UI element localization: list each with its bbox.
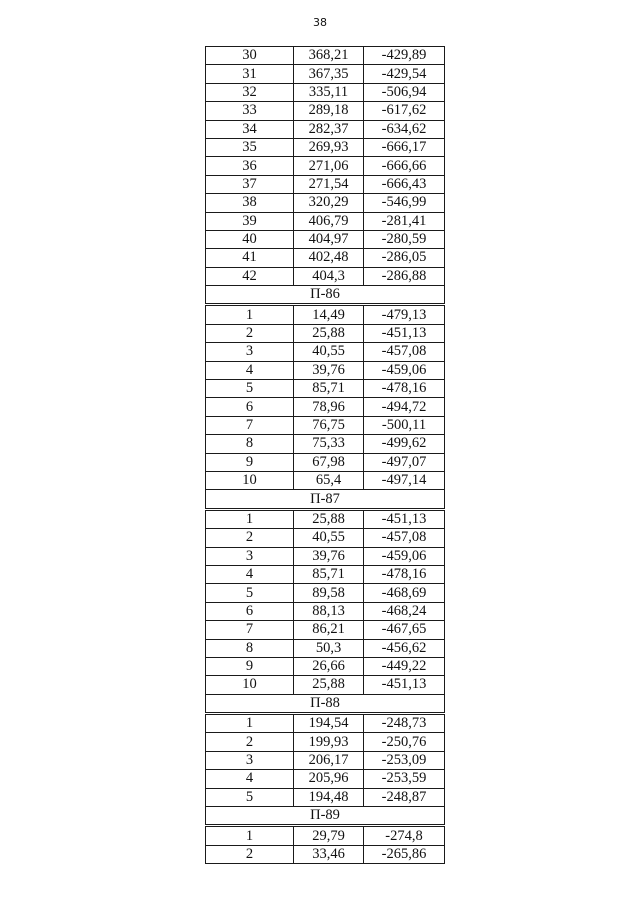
x-coordinate-cell: 76,75 xyxy=(294,416,364,434)
x-coordinate-cell: 404,97 xyxy=(294,230,364,248)
table-row xyxy=(206,845,445,863)
table-row xyxy=(206,138,445,156)
y-coordinate-cell: -500,11 xyxy=(364,416,445,434)
table-row xyxy=(206,398,445,416)
point-number-cell: 2 xyxy=(206,529,294,547)
y-coordinate-cell: -497,14 xyxy=(364,471,445,489)
table-row xyxy=(206,102,445,120)
point-number-cell: 8 xyxy=(206,639,294,657)
table-row xyxy=(206,751,445,769)
table-row xyxy=(206,602,445,620)
table-row xyxy=(206,733,445,751)
y-coordinate-cell: -546,99 xyxy=(364,194,445,212)
x-coordinate-cell: 199,93 xyxy=(294,733,364,751)
table-row xyxy=(206,639,445,657)
y-coordinate-cell: -497,07 xyxy=(364,453,445,471)
section-header-row xyxy=(206,286,445,305)
point-number-cell: 4 xyxy=(206,565,294,583)
point-number-cell: 8 xyxy=(206,435,294,453)
table-row xyxy=(206,471,445,489)
section-header: П-86 xyxy=(206,286,445,305)
x-coordinate-cell: 402,48 xyxy=(294,249,364,267)
x-coordinate-cell: 368,21 xyxy=(294,47,364,65)
table-row xyxy=(206,230,445,248)
table-row xyxy=(206,175,445,193)
x-coordinate-cell: 65,4 xyxy=(294,471,364,489)
y-coordinate-cell: -666,66 xyxy=(364,157,445,175)
point-number-cell: 3 xyxy=(206,751,294,769)
point-number-cell: 1 xyxy=(206,714,294,733)
point-number-cell: 33 xyxy=(206,102,294,120)
point-number-cell: 6 xyxy=(206,398,294,416)
point-number-cell: 1 xyxy=(206,509,294,528)
x-coordinate-cell: 25,88 xyxy=(294,324,364,342)
x-coordinate-cell: 85,71 xyxy=(294,380,364,398)
y-coordinate-cell: -457,08 xyxy=(364,529,445,547)
point-number-cell: 42 xyxy=(206,267,294,285)
table-row xyxy=(206,212,445,230)
point-number-cell: 30 xyxy=(206,47,294,65)
x-coordinate-cell: 29,79 xyxy=(294,826,364,845)
point-number-cell: 36 xyxy=(206,157,294,175)
point-number-cell: 1 xyxy=(206,305,294,324)
x-coordinate-cell: 271,06 xyxy=(294,157,364,175)
x-coordinate-cell: 50,3 xyxy=(294,639,364,657)
y-coordinate-cell: -468,69 xyxy=(364,584,445,602)
point-number-cell: 10 xyxy=(206,676,294,694)
y-coordinate-cell: -459,06 xyxy=(364,361,445,379)
table-row xyxy=(206,453,445,471)
table-row xyxy=(206,416,445,434)
x-coordinate-cell: 25,88 xyxy=(294,509,364,528)
table-row xyxy=(206,584,445,602)
y-coordinate-cell: -478,16 xyxy=(364,565,445,583)
point-number-cell: 5 xyxy=(206,380,294,398)
point-number-cell: 40 xyxy=(206,230,294,248)
y-coordinate-cell: -250,76 xyxy=(364,733,445,751)
table-row xyxy=(206,324,445,342)
point-number-cell: 7 xyxy=(206,416,294,434)
x-coordinate-cell: 194,48 xyxy=(294,788,364,806)
y-coordinate-cell: -449,22 xyxy=(364,657,445,675)
y-coordinate-cell: -274,8 xyxy=(364,826,445,845)
y-coordinate-cell: -478,16 xyxy=(364,380,445,398)
point-number-cell: 38 xyxy=(206,194,294,212)
coordinates-table xyxy=(205,46,445,864)
point-number-cell: 10 xyxy=(206,471,294,489)
y-coordinate-cell: -253,59 xyxy=(364,770,445,788)
x-coordinate-cell: 85,71 xyxy=(294,565,364,583)
x-coordinate-cell: 269,93 xyxy=(294,138,364,156)
table-row xyxy=(206,826,445,845)
x-coordinate-cell: 206,17 xyxy=(294,751,364,769)
table-row xyxy=(206,714,445,733)
x-coordinate-cell: 40,55 xyxy=(294,529,364,547)
x-coordinate-cell: 335,11 xyxy=(294,83,364,101)
y-coordinate-cell: -666,43 xyxy=(364,175,445,193)
y-coordinate-cell: -468,24 xyxy=(364,602,445,620)
table-row xyxy=(206,380,445,398)
point-number-cell: 2 xyxy=(206,845,294,863)
x-coordinate-cell: 78,96 xyxy=(294,398,364,416)
x-coordinate-cell: 89,58 xyxy=(294,584,364,602)
section-header: П-89 xyxy=(206,807,445,826)
x-coordinate-cell: 367,35 xyxy=(294,65,364,83)
y-coordinate-cell: -265,86 xyxy=(364,845,445,863)
section-header: П-88 xyxy=(206,694,445,713)
table-row xyxy=(206,120,445,138)
x-coordinate-cell: 404,3 xyxy=(294,267,364,285)
table-row xyxy=(206,65,445,83)
y-coordinate-cell: -286,05 xyxy=(364,249,445,267)
x-coordinate-cell: 271,54 xyxy=(294,175,364,193)
y-coordinate-cell: -479,13 xyxy=(364,305,445,324)
y-coordinate-cell: -253,09 xyxy=(364,751,445,769)
point-number-cell: 1 xyxy=(206,826,294,845)
point-number-cell: 34 xyxy=(206,120,294,138)
x-coordinate-cell: 40,55 xyxy=(294,343,364,361)
point-number-cell: 4 xyxy=(206,770,294,788)
table-row xyxy=(206,788,445,806)
x-coordinate-cell: 25,88 xyxy=(294,676,364,694)
y-coordinate-cell: -429,54 xyxy=(364,65,445,83)
y-coordinate-cell: -429,89 xyxy=(364,47,445,65)
point-number-cell: 37 xyxy=(206,175,294,193)
point-number-cell: 6 xyxy=(206,602,294,620)
y-coordinate-cell: -248,73 xyxy=(364,714,445,733)
y-coordinate-cell: -456,62 xyxy=(364,639,445,657)
y-coordinate-cell: -451,13 xyxy=(364,509,445,528)
y-coordinate-cell: -451,13 xyxy=(364,324,445,342)
y-coordinate-cell: -506,94 xyxy=(364,83,445,101)
table-row xyxy=(206,83,445,101)
x-coordinate-cell: 88,13 xyxy=(294,602,364,620)
y-coordinate-cell: -286,88 xyxy=(364,267,445,285)
point-number-cell: 3 xyxy=(206,547,294,565)
y-coordinate-cell: -467,65 xyxy=(364,621,445,639)
table-row xyxy=(206,47,445,65)
point-number-cell: 35 xyxy=(206,138,294,156)
x-coordinate-cell: 26,66 xyxy=(294,657,364,675)
table-row xyxy=(206,529,445,547)
table-row xyxy=(206,657,445,675)
y-coordinate-cell: -281,41 xyxy=(364,212,445,230)
x-coordinate-cell: 86,21 xyxy=(294,621,364,639)
table-row xyxy=(206,343,445,361)
y-coordinate-cell: -457,08 xyxy=(364,343,445,361)
y-coordinate-cell: -459,06 xyxy=(364,547,445,565)
point-number-cell: 9 xyxy=(206,657,294,675)
point-number-cell: 3 xyxy=(206,343,294,361)
x-coordinate-cell: 14,49 xyxy=(294,305,364,324)
y-coordinate-cell: -248,87 xyxy=(364,788,445,806)
point-number-cell: 39 xyxy=(206,212,294,230)
page-number: 38 xyxy=(313,16,327,29)
table-row xyxy=(206,267,445,285)
x-coordinate-cell: 67,98 xyxy=(294,453,364,471)
point-number-cell: 5 xyxy=(206,788,294,806)
x-coordinate-cell: 289,18 xyxy=(294,102,364,120)
section-header-row xyxy=(206,694,445,713)
point-number-cell: 41 xyxy=(206,249,294,267)
x-coordinate-cell: 320,29 xyxy=(294,194,364,212)
point-number-cell: 9 xyxy=(206,453,294,471)
y-coordinate-cell: -666,17 xyxy=(364,138,445,156)
point-number-cell: 31 xyxy=(206,65,294,83)
point-number-cell: 5 xyxy=(206,584,294,602)
x-coordinate-cell: 406,79 xyxy=(294,212,364,230)
y-coordinate-cell: -451,13 xyxy=(364,676,445,694)
table-row xyxy=(206,676,445,694)
table-row xyxy=(206,305,445,324)
point-number-cell: 32 xyxy=(206,83,294,101)
table-row xyxy=(206,547,445,565)
x-coordinate-cell: 194,54 xyxy=(294,714,364,733)
table-row xyxy=(206,361,445,379)
x-coordinate-cell: 205,96 xyxy=(294,770,364,788)
x-coordinate-cell: 33,46 xyxy=(294,845,364,863)
table-row xyxy=(206,157,445,175)
point-number-cell: 7 xyxy=(206,621,294,639)
y-coordinate-cell: -494,72 xyxy=(364,398,445,416)
table-row xyxy=(206,509,445,528)
table-row xyxy=(206,565,445,583)
table-row xyxy=(206,621,445,639)
point-number-cell: 4 xyxy=(206,361,294,379)
table-row xyxy=(206,770,445,788)
point-number-cell: 2 xyxy=(206,733,294,751)
x-coordinate-cell: 39,76 xyxy=(294,547,364,565)
x-coordinate-cell: 39,76 xyxy=(294,361,364,379)
table-row xyxy=(206,435,445,453)
x-coordinate-cell: 75,33 xyxy=(294,435,364,453)
y-coordinate-cell: -280,59 xyxy=(364,230,445,248)
table-row xyxy=(206,249,445,267)
y-coordinate-cell: -499,62 xyxy=(364,435,445,453)
coordinates-table-body xyxy=(206,47,445,864)
x-coordinate-cell: 282,37 xyxy=(294,120,364,138)
y-coordinate-cell: -617,62 xyxy=(364,102,445,120)
table-row xyxy=(206,194,445,212)
section-header: П-87 xyxy=(206,490,445,509)
y-coordinate-cell: -634,62 xyxy=(364,120,445,138)
section-header-row xyxy=(206,490,445,509)
point-number-cell: 2 xyxy=(206,324,294,342)
section-header-row xyxy=(206,807,445,826)
